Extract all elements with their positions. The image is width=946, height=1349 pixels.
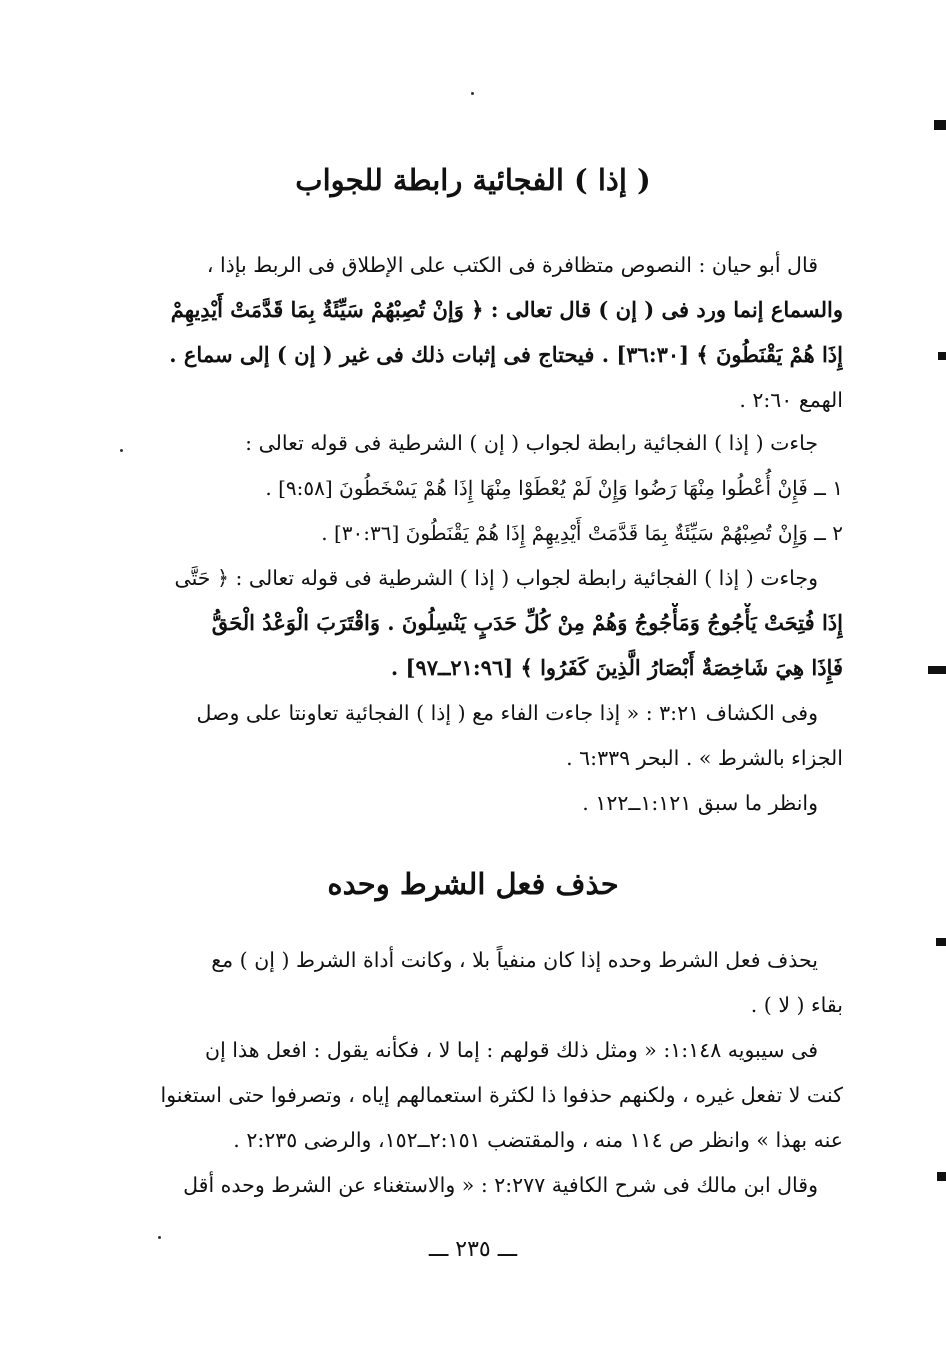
text-line: قال أبو حيان : النصوص متظافرة فى الكتب على الإطلاق فى الربط بإذا ، — [206, 253, 818, 277]
verse-item-2: ٢ ــ وَإِنْ تُصِبْهُمْ سَيِّئَةٌ بِمَا قَدَّمَتْ أَيْدِيهِمْ إِذَا هُمْ يَقْنَطُونَ [٣٠:٣٦] . — [321, 521, 843, 545]
scan-margin-mark — [934, 120, 946, 130]
text-line-quran: إِذَا هُمْ يَقْنَطُونَ ﴾ [٣٦:٣٠] . فيحتاج فى إثبات ذلك فى غير ( إن ) إلى سماع . — [169, 342, 843, 367]
text-line-quran: والسماع إنما ورد فى ( إن ) قال تعالى : ﴿ وَإنْ تُصِبْهُمْ سَيِّئَةٌ بِمَا قَدَّمَتْ أَيْدِيهِمْ — [170, 297, 843, 322]
scan-margin-mark — [928, 666, 946, 674]
text-line: وقال ابن مالك فى شرح الكافية ٢:٢٧٧ : « والاستغناء عن الشرط وحده أقل — [183, 1173, 818, 1197]
scan-margin-mark — [938, 352, 946, 360]
verse-item-1: ١ ــ فَإِنْ أُعْطُوا مِنْهَا رَضُوا وَإِنْ لَمْ يُعْطَوْا مِنْهَا إِذَا هُمْ يَسْخَطُونَ [٩:٥٨] . — [265, 476, 843, 500]
page-number: ـــ ٢٣٥ ـــ — [428, 1237, 518, 1262]
text-line: جاءت ( إذا ) الفجائية رابطة لجواب ( إن ) الشرطية فى قوله تعالى : — [245, 431, 818, 455]
text-line: الجزاء بالشرط » . البحر ٦:٣٣٩ . — [566, 746, 843, 770]
text-line: كنت لا تفعل غيره ، ولكنهم حذفوا ذا لكثرة استعمالهم إياه ، وتصرفوا حتى استغنوا — [160, 1083, 843, 1107]
section-heading-hadhf-fil-shart: حذف فعل الشرط وحده — [327, 867, 619, 901]
scan-margin-mark — [937, 1172, 946, 1181]
text-line-quran: إِذَا فُتِحَتْ يَأْجُوجُ وَمَأْجُوجُ وَهُمْ مِنْ كُلِّ حَدَبٍ يَنْسِلُونَ . وَاقْتَرَبَ الْوَعْدُ الْحَقُّ — [211, 610, 843, 635]
scan-speck — [471, 92, 474, 95]
text-line: بقاء ( لا ) . — [750, 993, 843, 1017]
text-line-quran: فَإِذَا هِيَ شَاخِصَةٌ أَبْصَارُ الَّذِينَ كَفَرُوا ﴾ [٢١:٩٦ــ٩٧] . — [390, 655, 843, 680]
text-line-crossref: وانظر ما سبق ١:١٢١ــ١٢٢ . — [582, 791, 818, 815]
scan-speck — [158, 1236, 161, 1239]
text-line: وفى الكشاف ٣:٢١ : « إذا جاءت الفاء مع ( إذا ) الفجائية تعاونتا على وصل — [196, 701, 818, 725]
text-line: وجاءت ( إذا ) الفجائية رابطة لجواب ( إذا ) الشرطية فى قوله تعالى : ﴿ حَتَّى — [174, 566, 818, 590]
text-line: فى سيبويه ١:١٤٨: « ومثل ذلك قولهم : إما لا ، فكأنه يقول : افعل هذا إن — [205, 1038, 818, 1062]
text-line: يحذف فعل الشرط وحده إذا كان منفياً بلا ، وكانت أداة الشرط ( إن ) مع — [211, 948, 818, 972]
text-line-source: الهمع ٢:٦٠ . — [739, 388, 843, 412]
scan-speck — [120, 449, 123, 452]
scan-margin-mark — [936, 938, 946, 946]
section-heading-idha-fujaiyya: ( إذا ) الفجائية رابطة للجواب — [295, 163, 651, 197]
text-line: عنه بهذا » وانظر ص ١١٤ منه ، والمقتضب ٢:١٥١ــ١٥٢، والرضى ٢:٢٣٥ . — [233, 1128, 843, 1152]
